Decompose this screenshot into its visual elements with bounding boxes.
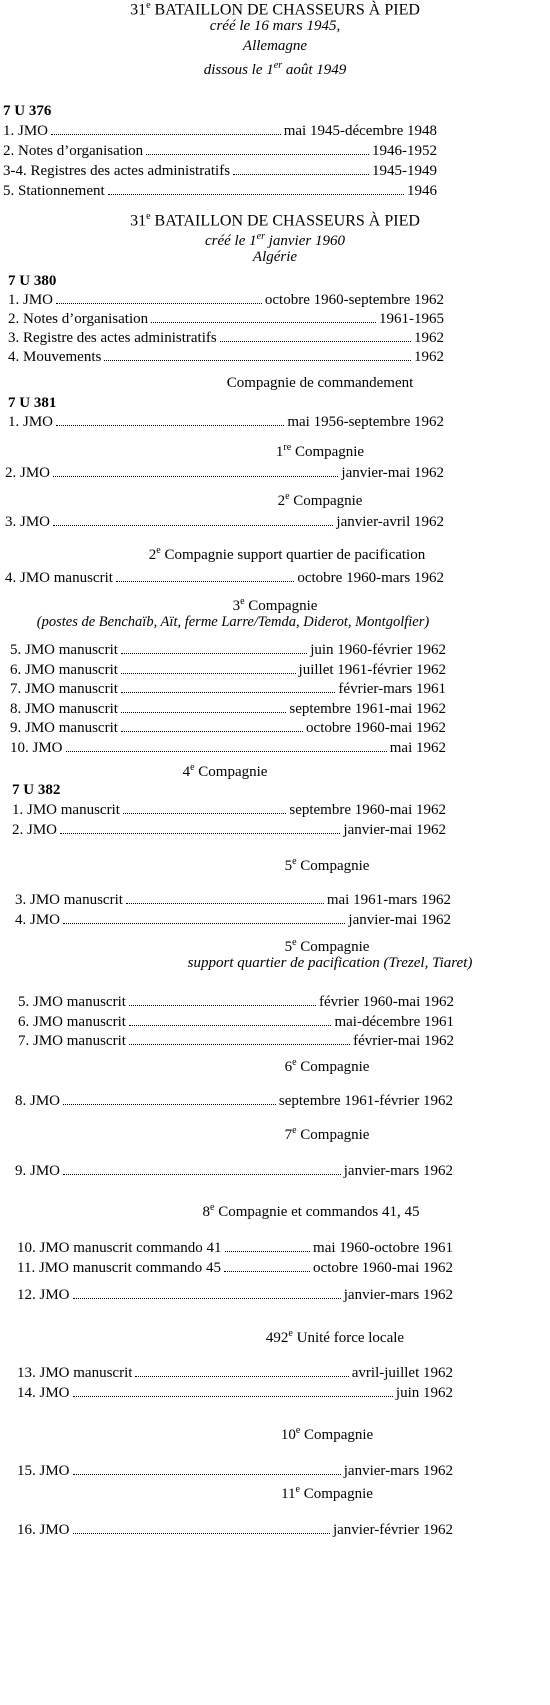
list-item: 14. JMO juin 1962	[17, 1385, 453, 1401]
list-item: 8. JMO manuscrit septembre 1961-mai 1962	[10, 701, 446, 717]
list-item: 8. JMO septembre 1961-février 1962	[15, 1093, 453, 1109]
location-algerie: Algérie	[252, 249, 298, 265]
list-item: 7. JMO manuscrit février-mai 1962	[18, 1033, 454, 1049]
list-item: 1. JMO mai 1956-septembre 1962	[8, 414, 444, 430]
heading-492e-unite-force-locale: 492e Unité force locale	[265, 1328, 405, 1346]
list-item: 5. JMO manuscrit juin 1960-février 1962	[10, 642, 446, 658]
heading-5e-compagnie: 5e Compagnie	[284, 856, 370, 874]
list-item: 1. JMO mai 1945-décembre 1948	[3, 123, 437, 139]
heading-5e-compagnie-support: 5e Compagnie	[284, 937, 370, 955]
list-item: 3. Registre des actes administratifs 1962	[8, 330, 444, 346]
cote-7u382: 7 U 382	[12, 782, 61, 798]
list-item: 7. JMO manuscrit février-mars 1961	[10, 681, 446, 697]
list-item: 15. JMO janvier-mars 1962	[17, 1463, 453, 1479]
heading-10e-compagnie: 10e Compagnie	[280, 1425, 374, 1443]
list-item: 3. JMO manuscrit mai 1961-mars 1962	[15, 892, 451, 908]
dissolution-date: dissous le 1er août 1949	[203, 60, 347, 78]
list-item: 5. JMO manuscrit février 1960-mai 1962	[18, 994, 454, 1010]
list-item: 2. Notes d’organisation 1961-1965	[8, 311, 444, 327]
list-item: 5. Stationnement 1946	[3, 183, 437, 199]
list-item: 2. JMO janvier-mai 1962	[5, 465, 444, 481]
list-item: 11. JMO manuscrit commando 45 octobre 1960-mai 1962	[17, 1260, 453, 1276]
heading-2e-compagnie: 2e Compagnie	[277, 491, 363, 509]
list-item: 4. Mouvements 1962	[8, 349, 444, 365]
list-item: 2. JMO janvier-mai 1962	[12, 822, 446, 838]
cote-7u381: 7 U 381	[8, 395, 57, 411]
list-item: 4. JMO manuscrit octobre 1960-mars 1962	[5, 570, 444, 586]
list-item: 1. JMO octobre 1960-septembre 1962	[8, 292, 444, 308]
heading-11e-compagnie: 11e Compagnie	[281, 1484, 373, 1502]
heading-6e-compagnie: 6e Compagnie	[284, 1057, 370, 1075]
list-item: 13. JMO manuscrit avril-juillet 1962	[17, 1365, 453, 1381]
list-item: 3-4. Registres des actes administratifs 1945-1949	[3, 163, 437, 179]
list-item: 3. JMO janvier-avril 1962	[5, 514, 444, 530]
postes-3e-compagnie: (postes de Benchaïb, Aït, ferme Larre/Temda, Diderot, Montgolfier)	[36, 614, 430, 630]
list-item: 1. JMO manuscrit septembre 1960-mai 1962	[12, 802, 446, 818]
list-item: 10. JMO manuscrit commando 41 mai 1960-octobre 1961	[17, 1240, 453, 1256]
creation-date-1960: créé le 1er janvier 1960	[205, 231, 345, 249]
battalion-title-1960: 31e BATAILLON DE CHASSEURS À PIED	[130, 211, 420, 230]
heading-8e-compagnie-commandos: 8e Compagnie et commandos 41, 45	[202, 1202, 420, 1220]
heading-1re-compagnie: 1re Compagnie	[275, 442, 365, 460]
list-item: 9. JMO manuscrit octobre 1960-mai 1962	[10, 720, 446, 736]
list-item: 6. JMO manuscrit mai-décembre 1961	[18, 1014, 454, 1030]
heading-2e-compagnie-support: 2e Compagnie support quartier de pacification	[148, 545, 426, 563]
list-item: 12. JMO janvier-mars 1962	[17, 1287, 453, 1303]
heading-4e-compagnie: 4e Compagnie	[182, 762, 268, 780]
list-item: 4. JMO janvier-mai 1962	[15, 912, 451, 928]
heading-compagnie-commandement: Compagnie de commandement	[226, 375, 414, 391]
cote-7u376: 7 U 376	[3, 103, 52, 119]
heading-7e-compagnie: 7e Compagnie	[284, 1125, 370, 1143]
list-item: 2. Notes d’organisation 1946-1952	[3, 143, 437, 159]
cote-7u380: 7 U 380	[8, 273, 57, 289]
list-item: 16. JMO janvier-février 1962	[17, 1522, 453, 1538]
creation-date-1945: créé le 16 mars 1945,	[209, 18, 341, 34]
location-allemagne: Allemagne	[242, 38, 308, 54]
list-item: 10. JMO mai 1962	[10, 740, 446, 756]
support-quartier-trezel-tiaret: support quartier de pacification (Trezel, Tiaret)	[187, 955, 473, 971]
list-item: 6. JMO manuscrit juillet 1961-février 1962	[10, 662, 446, 678]
list-item: 9. JMO janvier-mars 1962	[15, 1163, 453, 1179]
heading-3e-compagnie: 3e Compagnie	[232, 596, 318, 614]
battalion-title-1945: 31e BATAILLON DE CHASSEURS À PIED	[130, 0, 420, 19]
